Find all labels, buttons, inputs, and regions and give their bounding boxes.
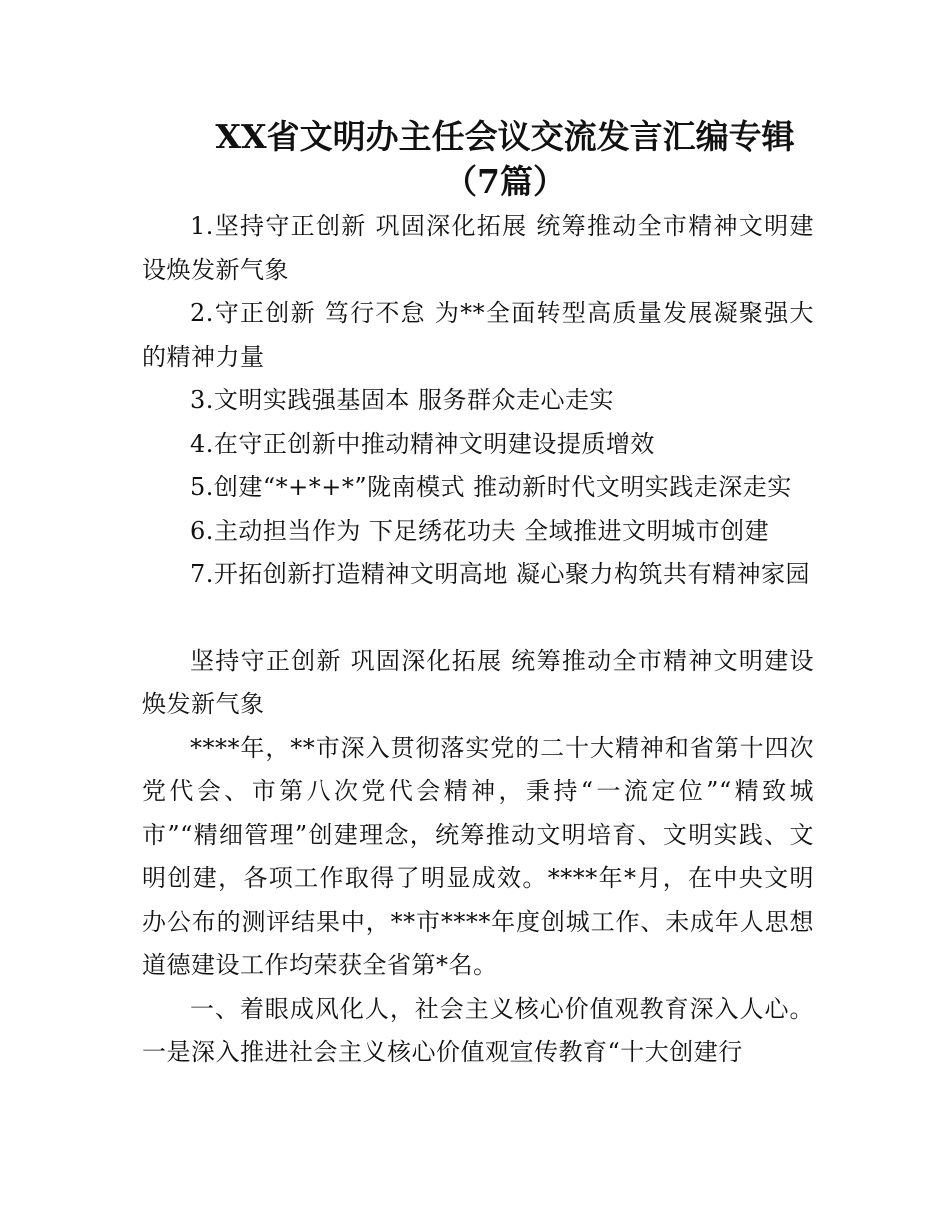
toc-item: 6.主动担当作为 下足绣花功夫 全域推进文明城市创建 <box>190 516 770 545</box>
toc-item: 4.在守正创新中推动精神文明建设提质增效 <box>190 429 655 458</box>
section-heading: 坚持守正创新 巩固深化拓展 统筹推动全市精神文明建设焕发新气象 <box>142 646 814 718</box>
toc-item: 2.守正创新 笃行不怠 为**全面转型高质量发展凝聚强大的精神力量 <box>142 299 814 371</box>
body-paragraph: 一、着眼成风化人，社会主义核心价值观教育深入人心。一是深入推进社会主义核心价值观宣传教育“十大创建行 <box>142 994 814 1066</box>
body-paragraph: ****年，**市深入贯彻落实党的二十大精神和省第十四次党代会、市第八次党代会精神，秉持“一流定位”“精致城市”“精细管理”创建理念，统筹推动文明培育、文明实践、文明创建，各项工作取得了明显成效。****年*月，在中央文明办公布的测评结果中，**市****年度创城工作、未成年人思想道德建设工作均荣获全省第*名。 <box>142 733 814 979</box>
document-title: XX省文明办主任会议交流发言汇编专辑 <box>215 117 795 156</box>
toc-item: 5.创建“*+*+*”陇南模式 推动新时代文明实践走深走实 <box>190 473 792 501</box>
toc-item: 1.坚持守正创新 巩固深化拓展 统筹推动全市精神文明建设焕发新气象 <box>142 212 814 284</box>
document-body <box>142 205 814 1075</box>
toc-item: 7.开拓创新打造精神文明高地 凝心聚力构筑共有精神家园 <box>190 560 811 588</box>
section-spacer <box>142 597 814 640</box>
toc-item: 3.文明实践强基固本 服务群众走心走实 <box>190 386 615 414</box>
document-subtitle: （7篇） <box>444 162 566 201</box>
